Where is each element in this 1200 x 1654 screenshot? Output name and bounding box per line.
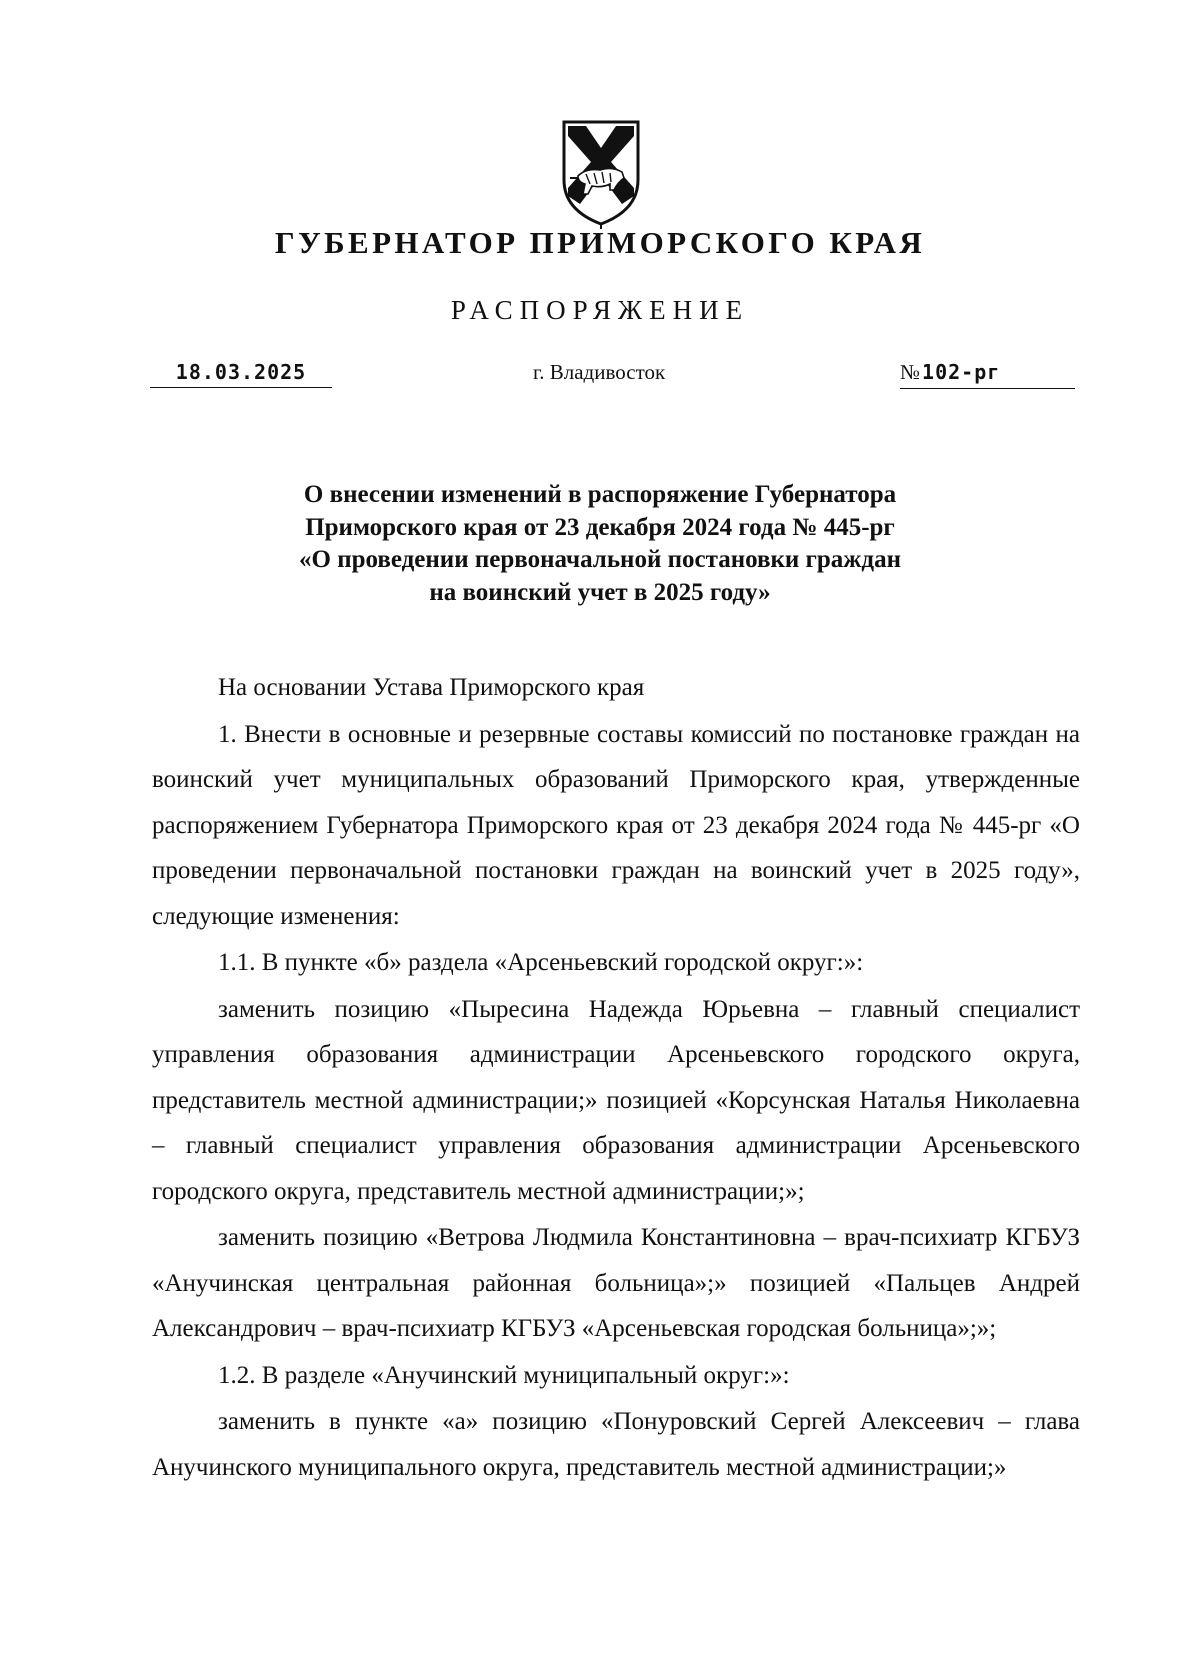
document-number [900,360,1075,389]
body-paragraph: 1. Внести в основные и резервные составы комиссий по постановке граждан на воинский учет муниципальных образований Приморского края, утвержденные распоряжением Губернатора Приморского края от 23 декабря 2024 года № 445-рг «О проведении первоначальной постановки граждан на воинский учет в 2025 году», следующие изменения: [152,720,1080,930]
document-type: РАСПОРЯЖЕНИЕ [450,295,750,325]
body-paragraph: На основании Устава Приморского края [218,674,645,701]
document-city: г. Владивосток [533,360,666,384]
heading-line: О внесении изменений в распоряжение Губернатора [303,481,897,508]
heading-line: на воинский учет в 2025 году» [429,578,771,606]
document-heading [150,479,1050,609]
document-body [152,665,1080,1491]
body-paragraph: заменить позицию «Пыресина Надежда Юрьевна – главный специалист управления образования администрации Арсеньевского городского округа, представитель местной администрации;» позицией «Корсунская Наталья Николаевна – главный специалист управления образования администрации Арсеньевского городского округа, представитель местной администрации;»; [152,995,1080,1205]
coat-of-arms-emblem [556,118,646,230]
document-date: 18.03.2025 [150,360,332,388]
heading-line: «О проведении первоначальной постановки граждан [299,546,901,573]
body-paragraph: заменить в пункте «а» позицию «Понуровский Сергей Алексеевич – глава Анучинского муниципального округа, представитель местной администрации;» [152,1408,1080,1481]
body-paragraph: 1.1. В пункте «б» раздела «Арсеньевский городской округ:»: [218,949,864,976]
heading-line: Приморского края от 23 декабря 2024 года № 445-рг [305,513,895,541]
number-value: 102-рг [922,360,1001,384]
number-sign: № [900,360,921,384]
body-paragraph: 1.2. В разделе «Анучинский муниципальный округ:»: [218,1361,790,1389]
body-paragraph: заменить позицию «Ветрова Людмила Константиновна – врач-психиатр КГБУЗ «Анучинская центральная районная больница»;» позицией «Пальцев Андрей Александрович – врач-психиатр КГБУЗ «Арсеньевская городская больница»;»; [152,1224,1080,1342]
authority-title: ГУБЕРНАТОР ПРИМОРСКОГО КРАЯ [274,225,926,260]
